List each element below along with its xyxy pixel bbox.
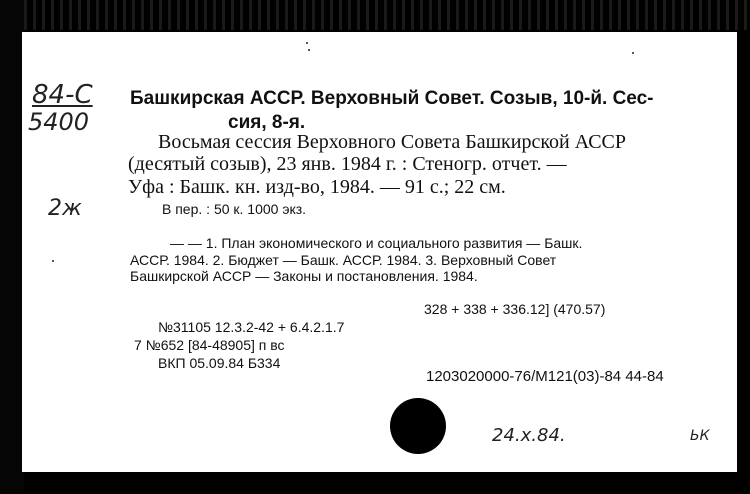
speck bbox=[52, 260, 54, 262]
punch-hole bbox=[390, 398, 446, 454]
publisher-code: 1203020000-76/М121(03)-84 44-84 bbox=[426, 368, 664, 385]
speck bbox=[308, 49, 310, 51]
call-number-top: 84-С bbox=[32, 80, 93, 110]
card-top-edge bbox=[0, 0, 750, 30]
subjects-line-3: Башкирской АССР — Законы и постановления. 1984. bbox=[130, 268, 478, 284]
subjects-line-2: АССР. 1984. 2. Бюджет — Башк. АССР. 1984. 3. Верховный Совет bbox=[130, 252, 557, 268]
price-line: В пер. : 50 к. 1000 экз. bbox=[162, 201, 307, 217]
classification-index: 328 + 338 + 336.12] (470.57) bbox=[424, 301, 606, 317]
card-left-edge bbox=[0, 0, 24, 494]
heading-line-2: сия, 8-я. bbox=[228, 112, 306, 133]
bottom-date: 24.х.84. bbox=[492, 425, 566, 446]
margin-note: 2ж bbox=[48, 196, 82, 221]
corner-mark: ЬК bbox=[690, 428, 710, 444]
title-line-2: (десятый созыв), 23 янв. 1984 г. : Стеногр. отчет. — bbox=[128, 153, 567, 175]
speck bbox=[632, 52, 634, 54]
record-line-2: 7 №652 [84-48905] п вс bbox=[134, 337, 285, 353]
heading-line-1: Башкирская АССР. Верховный Совет. Созыв, 10-й. Сес- bbox=[130, 88, 654, 109]
record-line-3: ВКП 05.09.84 Б334 bbox=[158, 355, 281, 371]
call-number-bottom: 5400 bbox=[28, 108, 90, 136]
speck bbox=[306, 42, 308, 44]
catalog-card bbox=[22, 32, 737, 472]
title-line-1: Восьмая сессия Верховного Совета Башкирской АССР bbox=[158, 131, 627, 153]
title-line-3: Уфа : Башк. кн. изд-во, 1984. — 91 с.; 22 см. bbox=[128, 176, 506, 198]
subjects-line-1: — — 1. План экономического и социального развития — Башк. bbox=[170, 235, 583, 251]
record-line-1: №31105 12.3.2-42 + 6.4.2.1.7 bbox=[158, 319, 345, 335]
